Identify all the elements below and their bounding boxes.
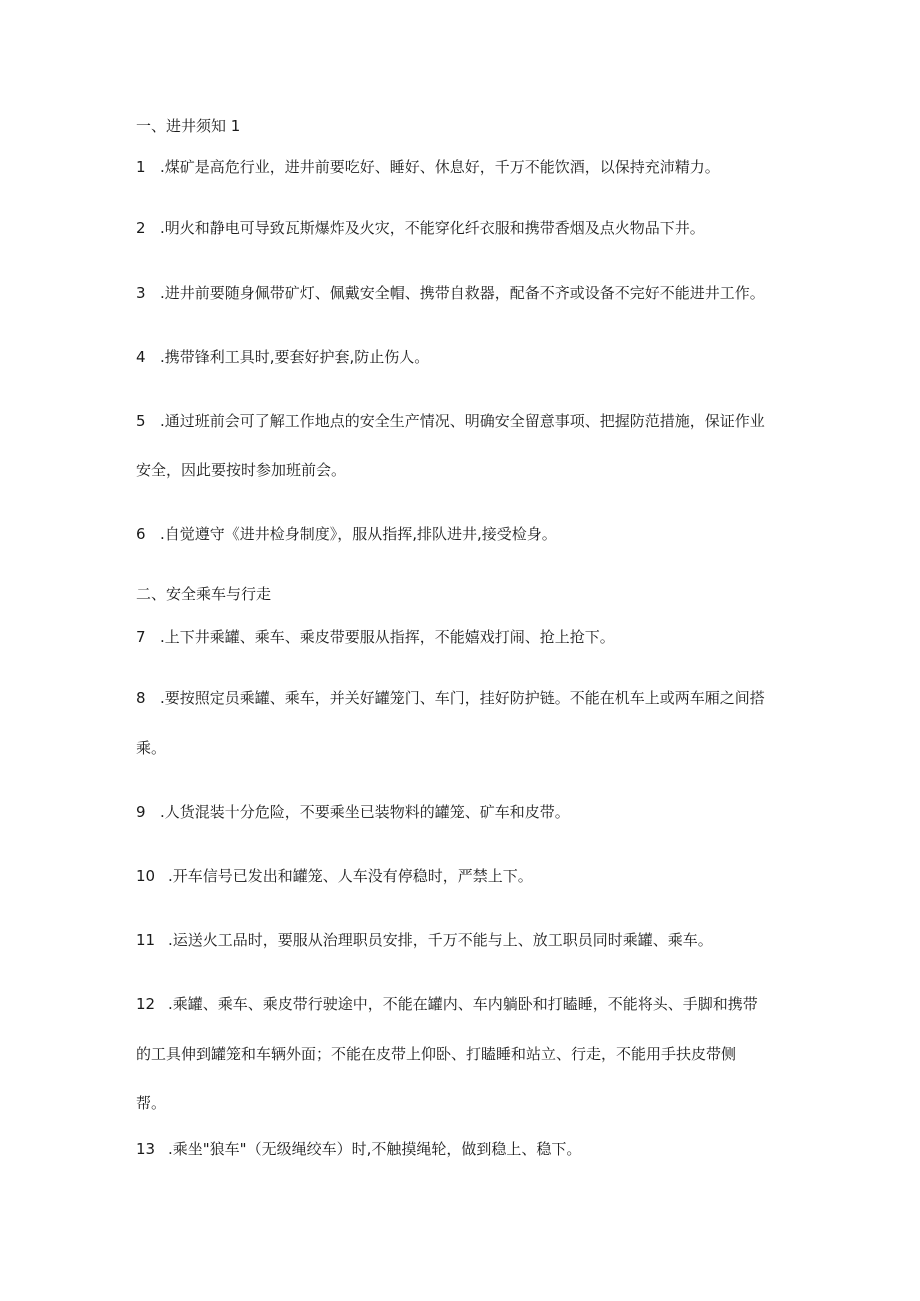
list-item-13	[136, 1139, 581, 1159]
item-number: 1	[136, 158, 146, 176]
item-number: 12	[136, 995, 156, 1013]
list-item-4	[136, 347, 429, 367]
list-item-7	[136, 627, 615, 647]
section-heading-1: 一、进井须知 1	[136, 117, 241, 135]
item-text: .通过班前会可了解工作地点的安全生产情况、明确安全留意事项、把握防范措施，保证作业	[160, 412, 765, 430]
item-number: 11	[136, 931, 156, 949]
item-text: .开车信号已发出和罐笼、人车没有停稳时，严禁上下。	[168, 867, 533, 885]
item-number: 4	[136, 348, 146, 366]
list-item-11	[136, 930, 713, 950]
item-text: .携带锋利工具时,要套好护套,防止伤人。	[160, 348, 430, 366]
item-text: .煤矿是高危行业，进井前要吃好、睡好、休息好，千万不能饮酒，以保持充沛精力。	[160, 158, 720, 176]
list-item-5-continuation: 安全，因此要按时参加班前会。	[136, 461, 347, 479]
list-item-2	[136, 218, 705, 238]
list-item-10	[136, 866, 533, 886]
item-number: 13	[136, 1140, 156, 1158]
item-number: 6	[136, 525, 146, 543]
list-item-12	[136, 994, 758, 1014]
item-text: .乘罐、乘车、乘皮带行驶途中，不能在罐内、车内躺卧和打瞌睡，不能将头、手脚和携带	[168, 995, 758, 1013]
item-text: .上下井乘罐、乘车、乘皮带要服从指挥，不能嬉戏打闹、抢上抢下。	[160, 628, 615, 646]
list-item-3	[136, 283, 765, 303]
item-number: 7	[136, 628, 146, 646]
item-number: 10	[136, 867, 156, 885]
list-item-1	[136, 157, 720, 177]
item-text: .要按照定员乘罐、乘车，并关好罐笼门、车门，挂好防护链。不能在机车上或两车厢之间搭	[160, 689, 765, 707]
item-number: 2	[136, 219, 146, 237]
item-text: .自觉遵守《进井检身制度》，服从指挥,排队进井,接受检身。	[160, 525, 557, 543]
list-item-8-continuation: 乘。	[136, 739, 167, 757]
list-item-12-continuation-1: 的工具伸到罐笼和车辆外面；不能在皮带上仰卧、打瞌睡和站立、行走，不能用手扶皮带侧	[136, 1045, 737, 1063]
item-text: .乘坐"狼车"（无级绳绞车）时,不触摸绳轮，做到稳上、稳下。	[168, 1140, 582, 1158]
list-item-5	[136, 411, 765, 431]
item-text: .人货混装十分危险，不要乘坐已装物料的罐笼、矿车和皮带。	[160, 803, 570, 821]
item-text: .运送火工品时，要服从治理职员安排，千万不能与上、放工职员同时乘罐、乘车。	[168, 931, 713, 949]
item-number: 5	[136, 412, 146, 430]
item-text: .进井前要随身佩带矿灯、佩戴安全帽、携带自救器，配备不齐或设备不完好不能进井工作。	[160, 284, 765, 302]
section-heading-2: 二、安全乘车与行走	[136, 585, 272, 603]
list-item-9	[136, 802, 570, 822]
item-number: 8	[136, 689, 146, 707]
item-text: .明火和静电可导致瓦斯爆炸及火灾，不能穿化纤衣服和携带香烟及点火物品下井。	[160, 219, 705, 237]
list-item-8	[136, 688, 765, 708]
item-number: 3	[136, 284, 146, 302]
list-item-6	[136, 524, 557, 544]
item-number: 9	[136, 803, 146, 821]
list-item-12-continuation-2: 帮。	[136, 1094, 167, 1112]
